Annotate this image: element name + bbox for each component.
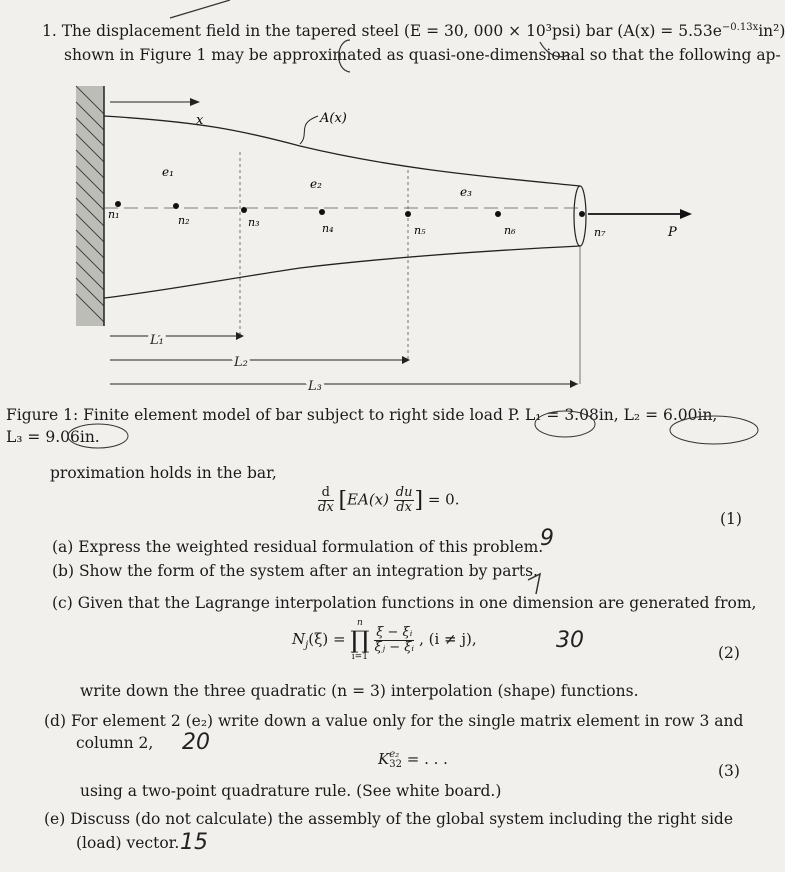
x-label: x <box>196 113 204 128</box>
equation-2-number: (2) <box>718 644 740 662</box>
area-label: A(x) <box>320 111 347 126</box>
equation-2: $N_j(\xi)$ = n ∏ i=1 $\frac{\text{ξ − ξᵢ}}{\text{ξⱼ − ξᵢ}}$ , (i ≠ j), <box>292 618 477 662</box>
node-label-n5: n₅ <box>414 224 426 237</box>
part-a: (a) Express the weighted residual formulation of this problem. <box>52 538 544 556</box>
equation-3-number: (3) <box>718 762 740 780</box>
element-label-e2: e₂ <box>310 177 322 191</box>
node-label-n7: n₇ <box>594 226 606 239</box>
handwritten-score-a: 9 <box>540 526 554 551</box>
element-label-e3: e₃ <box>460 185 472 199</box>
equation-3: K e₂ 32 = . . . <box>378 749 448 770</box>
handwritten-score-d: 20 <box>182 730 210 755</box>
node-label-n1: n₁ <box>108 208 120 221</box>
handwritten-score-e: 15 <box>180 830 208 855</box>
node-label-n3: n₃ <box>248 216 260 229</box>
problem-intro-line2: shown in Figure 1 may be approximated as quasi-one-dimensional so that the following ap- <box>64 46 781 64</box>
part-c: (c) Given that the Lagrange interpolation functions in one dimension are generated from, <box>52 594 757 612</box>
part-d-line3: using a two-point quadrature rule. (See white board.) <box>80 782 502 800</box>
node-label-n2: n₂ <box>178 214 190 227</box>
part-e-line1: (e) Discuss (do not calculate) the assembly of the global system including the right side <box>44 810 734 828</box>
part-d-line1: (d) For element 2 (e₂) write down a value only for the single matrix element in row 3 and <box>44 712 744 730</box>
dim-L2: L₂ <box>234 355 248 370</box>
equation-1: $\frac{d}{dx}$ [EA(x) $\frac{du}{dx}$ ] = 0. <box>318 485 460 515</box>
part-d-line2: column 2, <box>76 734 154 752</box>
load-label: P <box>668 225 677 240</box>
figure-caption-line1: Figure 1: Finite element model of bar subject to right side load P. L₁ = 3.08in, L₂ = 6.00in, <box>6 406 718 424</box>
dim-L1: L₁ <box>150 333 164 348</box>
part-b: (b) Show the form of the system after an integration by parts. <box>52 562 538 580</box>
handwritten-score-c: 30 <box>556 628 584 653</box>
figure-caption-line2: L₃ = 9.06in. <box>6 428 100 446</box>
element-label-e1: e₁ <box>162 165 174 179</box>
problem-intro-line1: 1. The displacement field in the tapered steel (E = 30, 000 × 10³psi) bar $(A(x) = 5.53e^{-0.13x}in^2)$ <box>42 22 785 41</box>
dim-L3: L₃ <box>308 379 322 394</box>
node-label-n6: n₆ <box>504 224 516 237</box>
part-c-continuation: write down the three quadratic (n = 3) interpolation (shape) functions. <box>80 682 639 700</box>
node-label-n4: n₄ <box>322 222 334 235</box>
part-e-line2: (load) vector. <box>76 834 180 852</box>
body-continuation: proximation holds in the bar, <box>50 464 277 482</box>
equation-1-number: (1) <box>720 510 742 528</box>
